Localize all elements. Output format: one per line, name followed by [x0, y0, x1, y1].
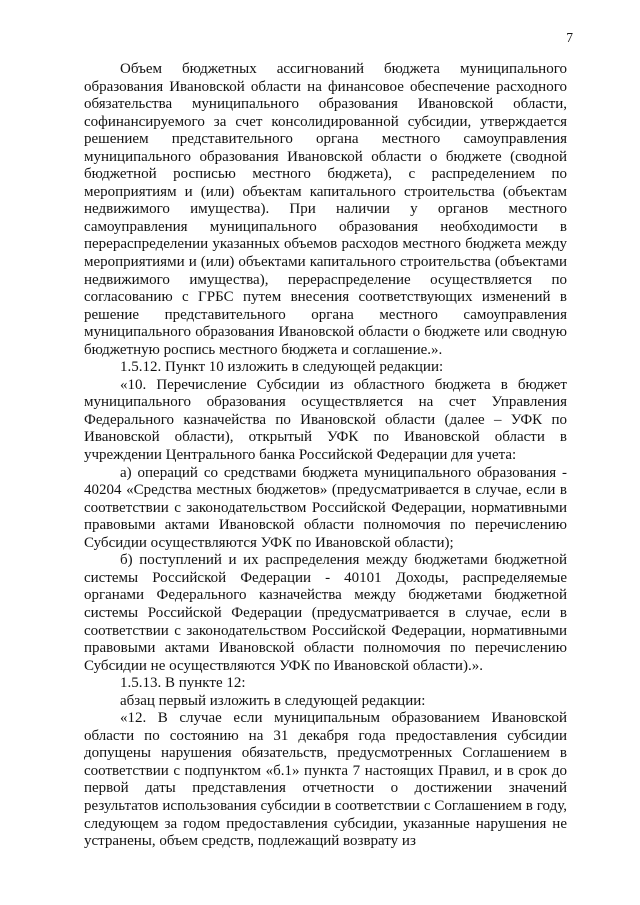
paragraph-point-10: «10. Перечисление Субсидии из областного бюджета в бюджет муниципального образования осуществляется на счет Управления Федерального казначейства по Ивановской области (далее – УФК по Ивановской области), открытый УФК по Ивановской области в учреждении Центрального банка Российской Федерации для учета:	[84, 376, 567, 464]
page-number: 7	[566, 30, 573, 45]
paragraph-budget-allocations: Объем бюджетных ассигнований бюджета муниципального образования Ивановской области на финансовое обеспечение расходного обязательства муниципального образования Ивановской области, софинансируемого за счет консолидированной субсидии, утверждается решением представительного органа местного самоуправления муниципального образования Ивановской области о бюджете (сводной бюджетной росписью местного бюджета), с распределением по мероприятиям и (или) объектам капитального строительства (объектам недвижимого имущества). При наличии у органов местного самоуправления муниципального образования необходимости в перераспределении указанных объемов расходов местного бюджета между мероприятиями и (или) объектами капитального строительства (объектами недвижимого имущества), перераспределение осуществляется по согласованию с ГРБС путем внесения соответствующих изменений в решение представительного органа местного самоуправления муниципального образования Ивановской области о бюджете или сводную бюджетную роспись местного бюджета и соглашение.».	[84, 61, 567, 358]
paragraph-item-1-5-13: 1.5.13. В пункте 12:	[120, 675, 246, 692]
paragraph-point-12: «12. В случае если муниципальным образованием Ивановской области по состоянию на 31 декабря года предоставления субсидии допущены нарушения обязательств, предусмотренных Соглашением в соответствии с подпунктом «б.1» пункта 7 настоящих Правил, и в срок до первой даты представления отчетности о достижении значений результатов использования субсидии в соответствии с Соглашением в году, следующем за годом предоставления субсидии, указанные нарушения не устранены, объем средств, подлежащий возврату из	[84, 710, 567, 850]
document-body	[84, 61, 567, 851]
paragraph-item-1-5-12: 1.5.12. Пункт 10 изложить в следующей редакции:	[120, 359, 444, 376]
paragraph-first-paragraph-instruction: абзац первый изложить в следующей редакции:	[120, 692, 426, 709]
paragraph-subpoint-b: б) поступлений и их распределения между бюджетами бюджетной системы Российской Федерации - 40101 Доходы, распределяемые органами Федерального казначейства между бюджетами бюджетной системы Российской Федерации (предусматривается в случае, если в соответствии с законодательством Российской Федерации, нормативными правовыми актами Ивановской области полномочия по перечислению Субсидии не осуществляются УФК по Ивановской области).».	[84, 552, 567, 674]
paragraph-subpoint-a: а) операций со средствами бюджета муниципального образования - 40204 «Средства местных бюджетов» (предусматривается в случае, если в соответствии с законодательством Российской Федерации, нормативными правовыми актами Ивановской области полномочия по перечислению Субсидии осуществляются УФК по Ивановской области);	[84, 464, 567, 551]
